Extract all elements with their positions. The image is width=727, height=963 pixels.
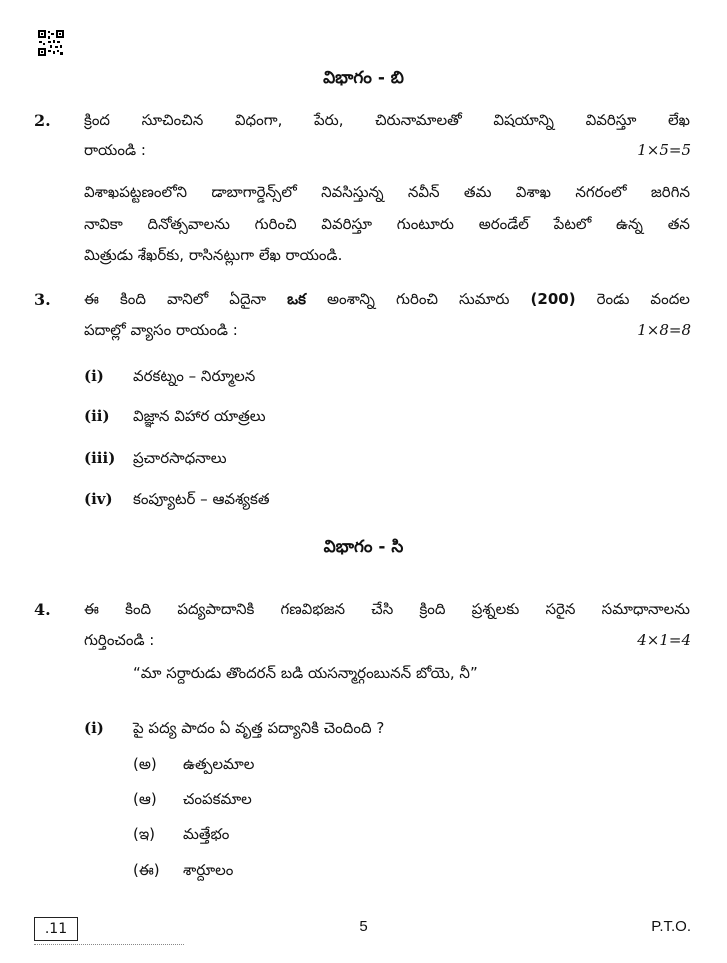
word: సమాధానాలను (601, 600, 690, 618)
word: లేఖ (667, 111, 690, 129)
word: జరిగిన (650, 183, 690, 201)
word: అరండేల్ (478, 215, 529, 233)
word: సుమారు (459, 290, 510, 308)
question-3-option-text: విజ్ఞాన విహార యాత్రలు (133, 407, 266, 425)
question-3-option-label: (ii) (84, 407, 110, 425)
word: కింది (119, 290, 146, 308)
choice-text: శార్దూలం (183, 861, 234, 879)
question-4-instruction (84, 600, 690, 622)
word: అంశాన్ని (326, 290, 375, 308)
bold-word: ఒక (287, 290, 306, 308)
word: ఉన్న (616, 215, 644, 233)
word: వివరిస్తూ (321, 215, 373, 233)
word: డాబాగార్డెన్స్‌లో (211, 183, 297, 201)
choice-text: ఉత్పలమాల (183, 755, 255, 773)
word: నివసిస్తున్న (321, 183, 384, 201)
word: క్రింది (419, 600, 446, 618)
word: నవీన్ (407, 183, 440, 201)
section-b-title: విభాగం - బి (323, 68, 404, 88)
word: నగరంలో (575, 183, 627, 201)
question-3-marks: 1×8=8 (637, 321, 691, 339)
question-3-option-label: (iv) (84, 490, 113, 508)
qr-code-icon (38, 30, 64, 56)
choice-label: (ఈ) (133, 861, 160, 879)
word: క్రింద (84, 111, 111, 129)
question-3-instruction (84, 290, 690, 312)
question-3-number: 3. (34, 290, 51, 309)
question-2-paragraph-line-3: మిత్రుడు శేఖర్‌కు, రాసినట్లుగా లేఖ రాయండి. (84, 246, 343, 264)
word: తన (667, 215, 690, 233)
word: గురించి (254, 215, 297, 233)
word: విశాఖ (515, 183, 551, 201)
question-4-sub-label: (i) (84, 719, 104, 737)
word: విశాఖపట్టణంలోని (84, 183, 188, 201)
paper-code-box: .11 (34, 917, 78, 941)
word: పద్యపాదానికి (177, 600, 255, 618)
question-2-paragraph-line-2 (84, 215, 690, 237)
question-4-number: 4. (34, 600, 51, 619)
word: నావికా (84, 215, 123, 233)
word: ప్రశ్నలకు (471, 600, 520, 618)
word: తమ (463, 183, 492, 201)
word: ఈ (84, 290, 99, 308)
word: వందల (650, 290, 690, 308)
word: పేటలో (553, 215, 592, 233)
word: వివరిస్తూ (585, 111, 637, 129)
question-3-option-label: (iii) (84, 449, 116, 467)
choice-label: (ఇ) (133, 825, 156, 843)
question-4-instruction-line-2: గుర్తించండి : (84, 631, 155, 649)
question-2-marks: 1×5=5 (637, 141, 691, 159)
word: గుంటూరు (396, 215, 454, 233)
word: విషయాన్ని (493, 111, 554, 129)
question-3-option-label: (i) (84, 367, 104, 385)
question-3-option-text: ప్రచారసాధనాలు (133, 449, 227, 467)
word: దినోత్సవాలను (147, 215, 230, 233)
word: (200) (530, 290, 576, 308)
question-2-instruction (84, 111, 690, 133)
question-2-paragraph-line-1 (84, 183, 690, 205)
question-3-option-text: వరకట్నం – నిర్మూలన (133, 367, 256, 385)
footer-dotted-rule (34, 944, 184, 947)
word: పేరు, (313, 111, 344, 129)
word: విధంగా, (234, 111, 283, 129)
question-2-instruction-line-2: రాయండి : (84, 141, 146, 159)
word: ఈ (84, 600, 99, 618)
question-4-verse-quote: “మా సర్దారుడు తొందరన్ బడి యసన్మార్గంబునన్ బోయె, నీ” (133, 664, 478, 682)
choice-label: (ఆ) (133, 790, 157, 808)
word: సూచించిన (141, 111, 204, 129)
please-turn-over-label: P.T.O. (651, 918, 691, 935)
word: సరైన (545, 600, 576, 618)
word: రెండు (596, 290, 630, 308)
choice-text: చంపకమాల (183, 790, 252, 808)
page-number: 5 (359, 918, 368, 935)
word: ఏదైనా (229, 290, 267, 308)
question-3-option-text: కంప్యూటర్ – ఆవశ్యకత (133, 490, 270, 508)
word: గణవిభజన (280, 600, 346, 618)
question-3-instruction-line-2: పదాల్లో వ్యాసం రాయండి : (84, 321, 238, 339)
question-4-sub-question: పై పద్య పాదం ఏ వృత్త పద్యానికి చెందింది ? (133, 719, 385, 737)
choice-text: మత్తేభం (183, 825, 230, 843)
word: వానిలో (167, 290, 209, 308)
word: చేసి (371, 600, 394, 618)
word: చిరునామాలతో (375, 111, 462, 129)
choice-label: (అ) (133, 755, 157, 773)
section-c-title: విభాగం - సి (323, 537, 404, 557)
word: గురించి (396, 290, 438, 308)
word: కింది (125, 600, 152, 618)
question-4-marks: 4×1=4 (637, 631, 691, 649)
question-2-number: 2. (34, 111, 51, 130)
